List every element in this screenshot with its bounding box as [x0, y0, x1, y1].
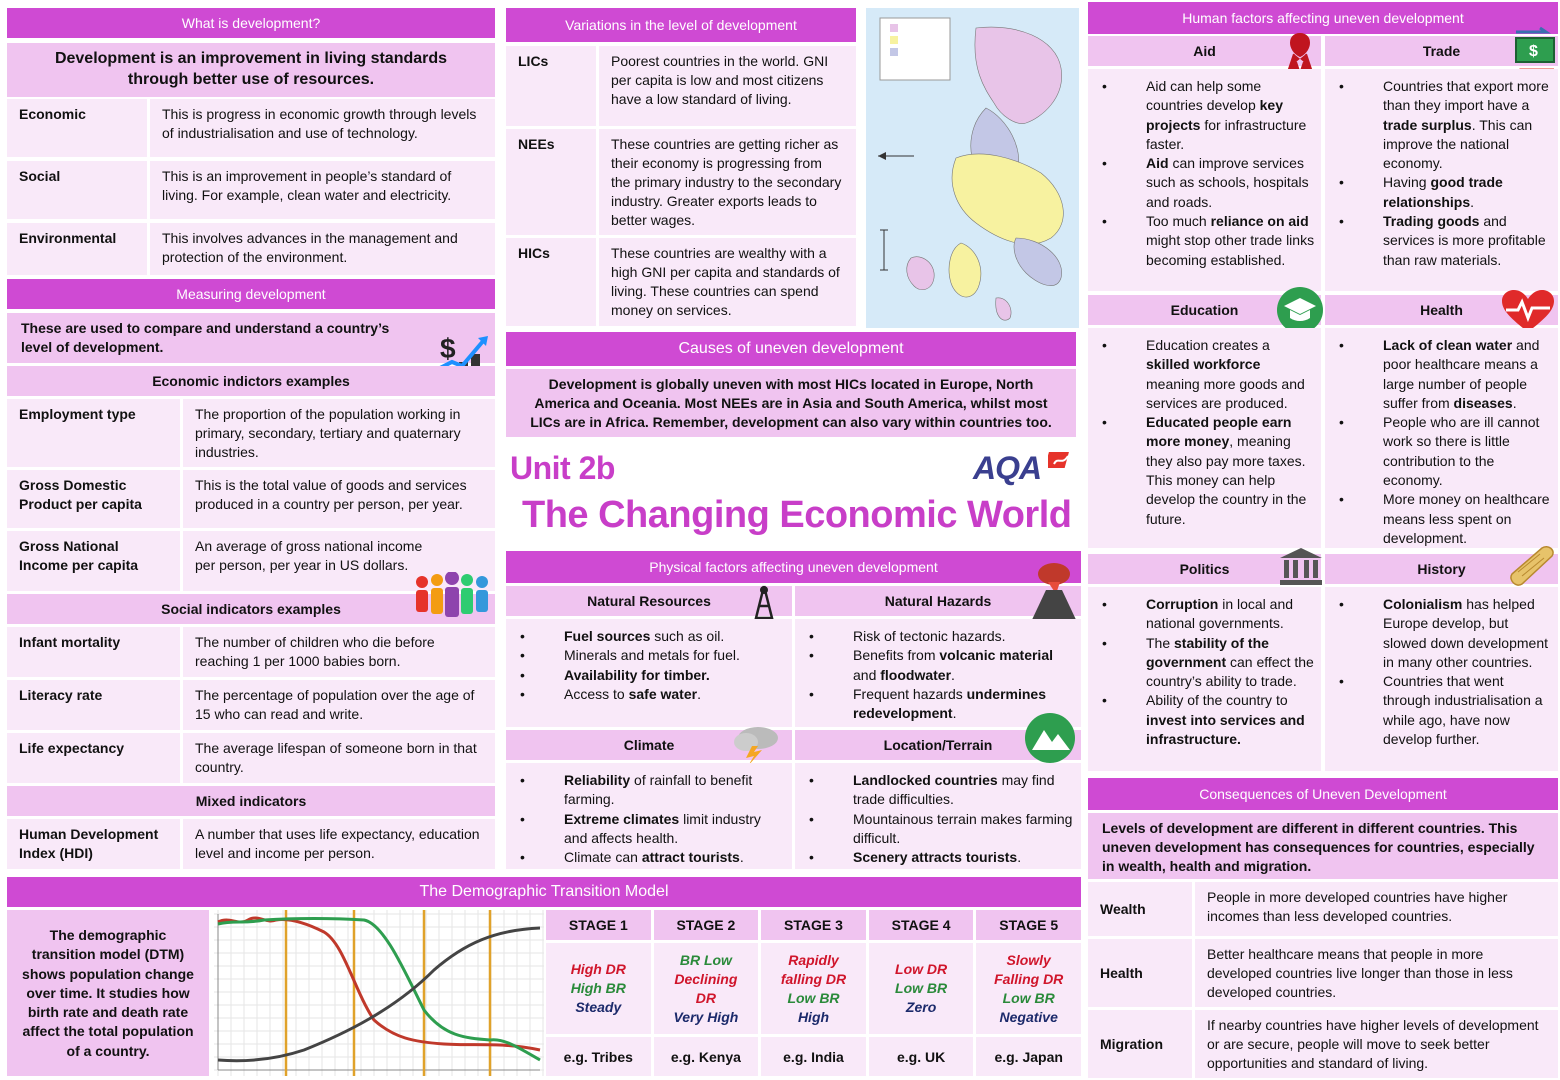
row-label: NEEs — [506, 129, 596, 235]
politics-list — [1088, 587, 1321, 771]
politics-title: Politics — [1088, 554, 1321, 584]
list-item: • Extreme climates limit industry and affects health. — [520, 810, 786, 849]
stage-description: Rapidly falling DR Low BR High — [761, 943, 866, 1034]
causes-text: Development is globally uneven with most HICs located in Europe, North America and Oceania. Most NEEs are in Asia and South America, whilst most LICs are in Africa. Remember, development can also vary within countries too. — [506, 369, 1076, 437]
dtm-intro: The demographic transition model (DTM) shows population change over time. It studies how birth rate and death rate affect the total population of a country. — [7, 910, 209, 1076]
aid-list — [1088, 69, 1321, 291]
row-text: A number that uses life expectancy, education level and income per person. — [183, 819, 495, 869]
row-text: This involves advances in the management and protection of the environment. — [150, 223, 495, 275]
list-item: • Trading goods and services is more profitable than raw materials. — [1339, 212, 1552, 270]
row-label: Migration — [1088, 1010, 1192, 1078]
location-terrain-title: Location/Terrain — [795, 730, 1081, 760]
variation-row-lics — [506, 46, 856, 126]
row-label: Infant mortality — [7, 627, 180, 677]
social-row — [7, 680, 495, 730]
definition: Development is an improvement in living standards through better use of resources. — [7, 43, 495, 97]
physical-header: Physical factors affecting uneven development — [506, 551, 1081, 583]
list-item: • More money on healthcare means less spent on development. — [1339, 490, 1552, 548]
row-label: Life expectancy — [7, 733, 180, 783]
row-label: Economic — [7, 99, 147, 157]
variation-row-nees — [506, 129, 856, 235]
list-item: • People who are ill cannot work so there is little contribution to the economy. — [1339, 413, 1552, 490]
graduation-cap-icon — [1276, 286, 1324, 334]
list-item: • Countries that went through industrialisation a while ago, have now develop further. — [1339, 672, 1552, 749]
econ-row — [7, 399, 495, 467]
list-item: • Benefits from volcanic material and floodwater. — [809, 646, 1075, 685]
trade-list — [1325, 69, 1558, 291]
list-item: • Countries that export more than they import have a trade surplus. This can improve the national economy. — [1339, 77, 1552, 173]
stage-example: e.g. India — [761, 1037, 866, 1076]
row-text: The number of children who die before reaching 1 per 1000 babies born. — [183, 627, 495, 677]
row-text: People in more developed countries have higher incomes than less developed countries. — [1195, 882, 1558, 936]
list-item: • Access to safe water. — [520, 685, 786, 704]
row-text: If nearby countries have higher levels of development or are secure, people will move to seek better opportunities and standard of living. — [1195, 1010, 1558, 1078]
what-row-environmental — [7, 223, 495, 275]
row-text: This is the total value of goods and services produced in a country per person, per year. — [183, 470, 495, 528]
natural-hazards-list — [795, 619, 1081, 727]
row-label: LICs — [506, 46, 596, 126]
natural-resources-title: Natural Resources — [506, 586, 792, 616]
scroll-icon — [1506, 544, 1558, 588]
list-item: • Lack of clean water and poor healthcare means a large number of people suffer from diseases. — [1339, 336, 1552, 413]
volcano-icon — [1026, 560, 1082, 626]
trade-title: Trade — [1325, 36, 1558, 66]
list-item: • Landlocked countries may find trade difficulties. — [809, 771, 1075, 810]
consequence-row — [1088, 939, 1558, 1007]
variations-header: Variations in the level of development — [506, 8, 856, 42]
row-label: Employment type — [7, 399, 180, 467]
what-header: What is development? — [7, 8, 495, 38]
stage-example: e.g. Japan — [976, 1037, 1081, 1076]
climate-list — [506, 763, 792, 869]
causes-header: Causes of uneven development — [506, 332, 1076, 366]
natural-hazards-title: Natural Hazards — [795, 586, 1081, 616]
consequence-row — [1088, 1010, 1558, 1078]
list-item: • Minerals and metals for fuel. — [520, 646, 786, 665]
row-label: Health — [1088, 939, 1192, 1007]
climate-title: Climate — [506, 730, 792, 760]
list-item: • Reliability of rainfall to benefit farming. — [520, 771, 786, 810]
education-title: Education — [1088, 295, 1321, 325]
row-text: These countries are getting richer as their economy is progressing from the primary industry to the secondary industry. Greater exports leads to better wages. — [599, 129, 856, 235]
education-list — [1088, 328, 1321, 548]
page-title: The Changing Economic World — [522, 494, 1072, 536]
measuring-header: Measuring development — [7, 279, 495, 309]
social-indicators-header: Social indicators examples — [7, 594, 495, 624]
row-text: This is an improvement in people’s standard of living. For example, clean water and electricity. — [150, 161, 495, 219]
row-text: This is progress in economic growth through levels of industrialisation and use of technology. — [150, 99, 495, 157]
list-item: • Aid can improve services such as schools, hospitals and roads. — [1102, 154, 1315, 212]
stage-description: High DR High BR Steady — [546, 943, 651, 1034]
what-row-economic — [7, 99, 495, 157]
unit-label: Unit 2b — [510, 450, 615, 486]
mixed-indicators-header: Mixed indicators — [7, 786, 495, 816]
history-title: History — [1325, 554, 1558, 584]
list-item: • Aid can help some countries develop key projects for infrastructure faster. — [1102, 77, 1315, 154]
svg-text:$: $ — [1529, 43, 1538, 60]
list-item: • Corruption in local and national governments. — [1102, 595, 1315, 634]
svg-text:$: $ — [440, 333, 456, 364]
aqa-logo-icon — [1048, 448, 1072, 472]
stage-example: e.g. UK — [869, 1037, 974, 1076]
health-title: Health — [1325, 295, 1558, 325]
row-text: The proportion of the population working in primary, secondary, tertiary and quaternary industries. — [183, 399, 495, 467]
row-text: An average of gross national income per person, per year in US dollars. — [183, 531, 495, 591]
mountain-icon — [1024, 712, 1076, 764]
stage-example: e.g. Tribes — [546, 1037, 651, 1076]
aqa-logo: AQA — [973, 450, 1042, 486]
government-building-icon — [1278, 546, 1324, 586]
row-text: These countries are wealthy with a high GNI per capita and standards of living. These countries can spend money on services. — [599, 238, 856, 326]
what-row-social — [7, 161, 495, 219]
consequences-intro: Levels of development are different in different countries. This uneven development has consequences for countries, especially in wealth, health and migration. — [1088, 813, 1558, 879]
stage-header: STAGE 2 — [654, 910, 759, 940]
list-item: • Educated people earn more money, meaning they also pay more taxes. This money can help develop the country in the future. — [1102, 413, 1315, 529]
social-row — [7, 627, 495, 677]
list-item: • Having good trade relationships. — [1339, 173, 1552, 212]
list-item: • Climate can attract tourists. — [520, 848, 786, 867]
row-label: Social — [7, 161, 147, 219]
dtm-graph — [214, 910, 544, 1076]
measuring-intro: These are used to compare and understand a country’s level of development. — [7, 313, 495, 363]
social-row — [7, 733, 495, 783]
dtm-stages-table — [546, 910, 1081, 1076]
stage-header: STAGE 5 — [976, 910, 1081, 940]
health-list — [1325, 328, 1558, 548]
location-list — [795, 763, 1081, 869]
list-item: • Mountainous terrain makes farming difficult. — [809, 810, 1075, 849]
row-label: Human Development Index (HDI) — [7, 819, 180, 869]
consequences-header: Consequences of Uneven Development — [1088, 778, 1558, 810]
row-label: HICs — [506, 238, 596, 326]
row-label: Environmental — [7, 223, 147, 275]
storm-icon — [728, 722, 782, 766]
list-item: • Risk of tectonic hazards. — [809, 627, 1075, 646]
list-item: • Education creates a skilled workforce meaning more goods and services are produced. — [1102, 336, 1315, 413]
stage-description: Low DR Low BR Zero — [869, 943, 974, 1034]
row-text: Better healthcare means that people in more developed countries live longer than those in less developed countries. — [1195, 939, 1558, 1007]
stage-example: e.g. Kenya — [654, 1037, 759, 1076]
row-label: Gross Domestic Product per capita — [7, 470, 180, 528]
row-label: Literacy rate — [7, 680, 180, 730]
row-label: Gross National Income per capita — [7, 531, 180, 591]
row-text: Poorest countries in the world. GNI per capita is low and most citizens have a low standard of living. — [599, 46, 856, 126]
people-icon — [412, 572, 492, 620]
variation-row-hics — [506, 238, 856, 326]
natural-resources-list — [506, 619, 792, 727]
stage-header: STAGE 1 — [546, 910, 651, 940]
list-item: • Too much reliance on aid might stop other trade links becoming established. — [1102, 212, 1315, 270]
list-item: • Colonialism has helped Europe develop, but slowed down development in many other countries. — [1339, 595, 1552, 672]
econ-row — [7, 470, 495, 528]
stage-description: BR Low Declining DR Very High — [654, 943, 759, 1034]
aid-title: Aid — [1088, 36, 1321, 66]
dtm-header: The Demographic Transition Model — [7, 877, 1081, 907]
list-item: • Fuel sources such as oil. — [520, 627, 786, 646]
list-item: • The stability of the government can effect the country’s ability to trade. — [1102, 634, 1315, 692]
consequence-row — [1088, 882, 1558, 936]
row-text: The average lifespan of someone born in that country. — [183, 733, 495, 783]
stage-header: STAGE 4 — [869, 910, 974, 940]
row-text: The percentage of population over the age of 15 who can read and write. — [183, 680, 495, 730]
world-map — [866, 8, 1079, 328]
list-item: • Frequent hazards undermines redevelopment. — [809, 685, 1075, 724]
econ-indicators-header: Economic indictors examples — [7, 366, 495, 396]
stage-header: STAGE 3 — [761, 910, 866, 940]
mixed-row — [7, 819, 495, 869]
list-item: • Availability for timber. — [520, 666, 786, 685]
list-item: • Scenery attracts tourists. — [809, 848, 1075, 867]
list-item: • Ability of the country to invest into services and infrastructure. — [1102, 691, 1315, 749]
row-label: Wealth — [1088, 882, 1192, 936]
history-list — [1325, 587, 1558, 771]
human-header: Human factors affecting uneven development — [1088, 2, 1558, 34]
stage-description: Slowly Falling DR Low BR Negative — [976, 943, 1081, 1034]
